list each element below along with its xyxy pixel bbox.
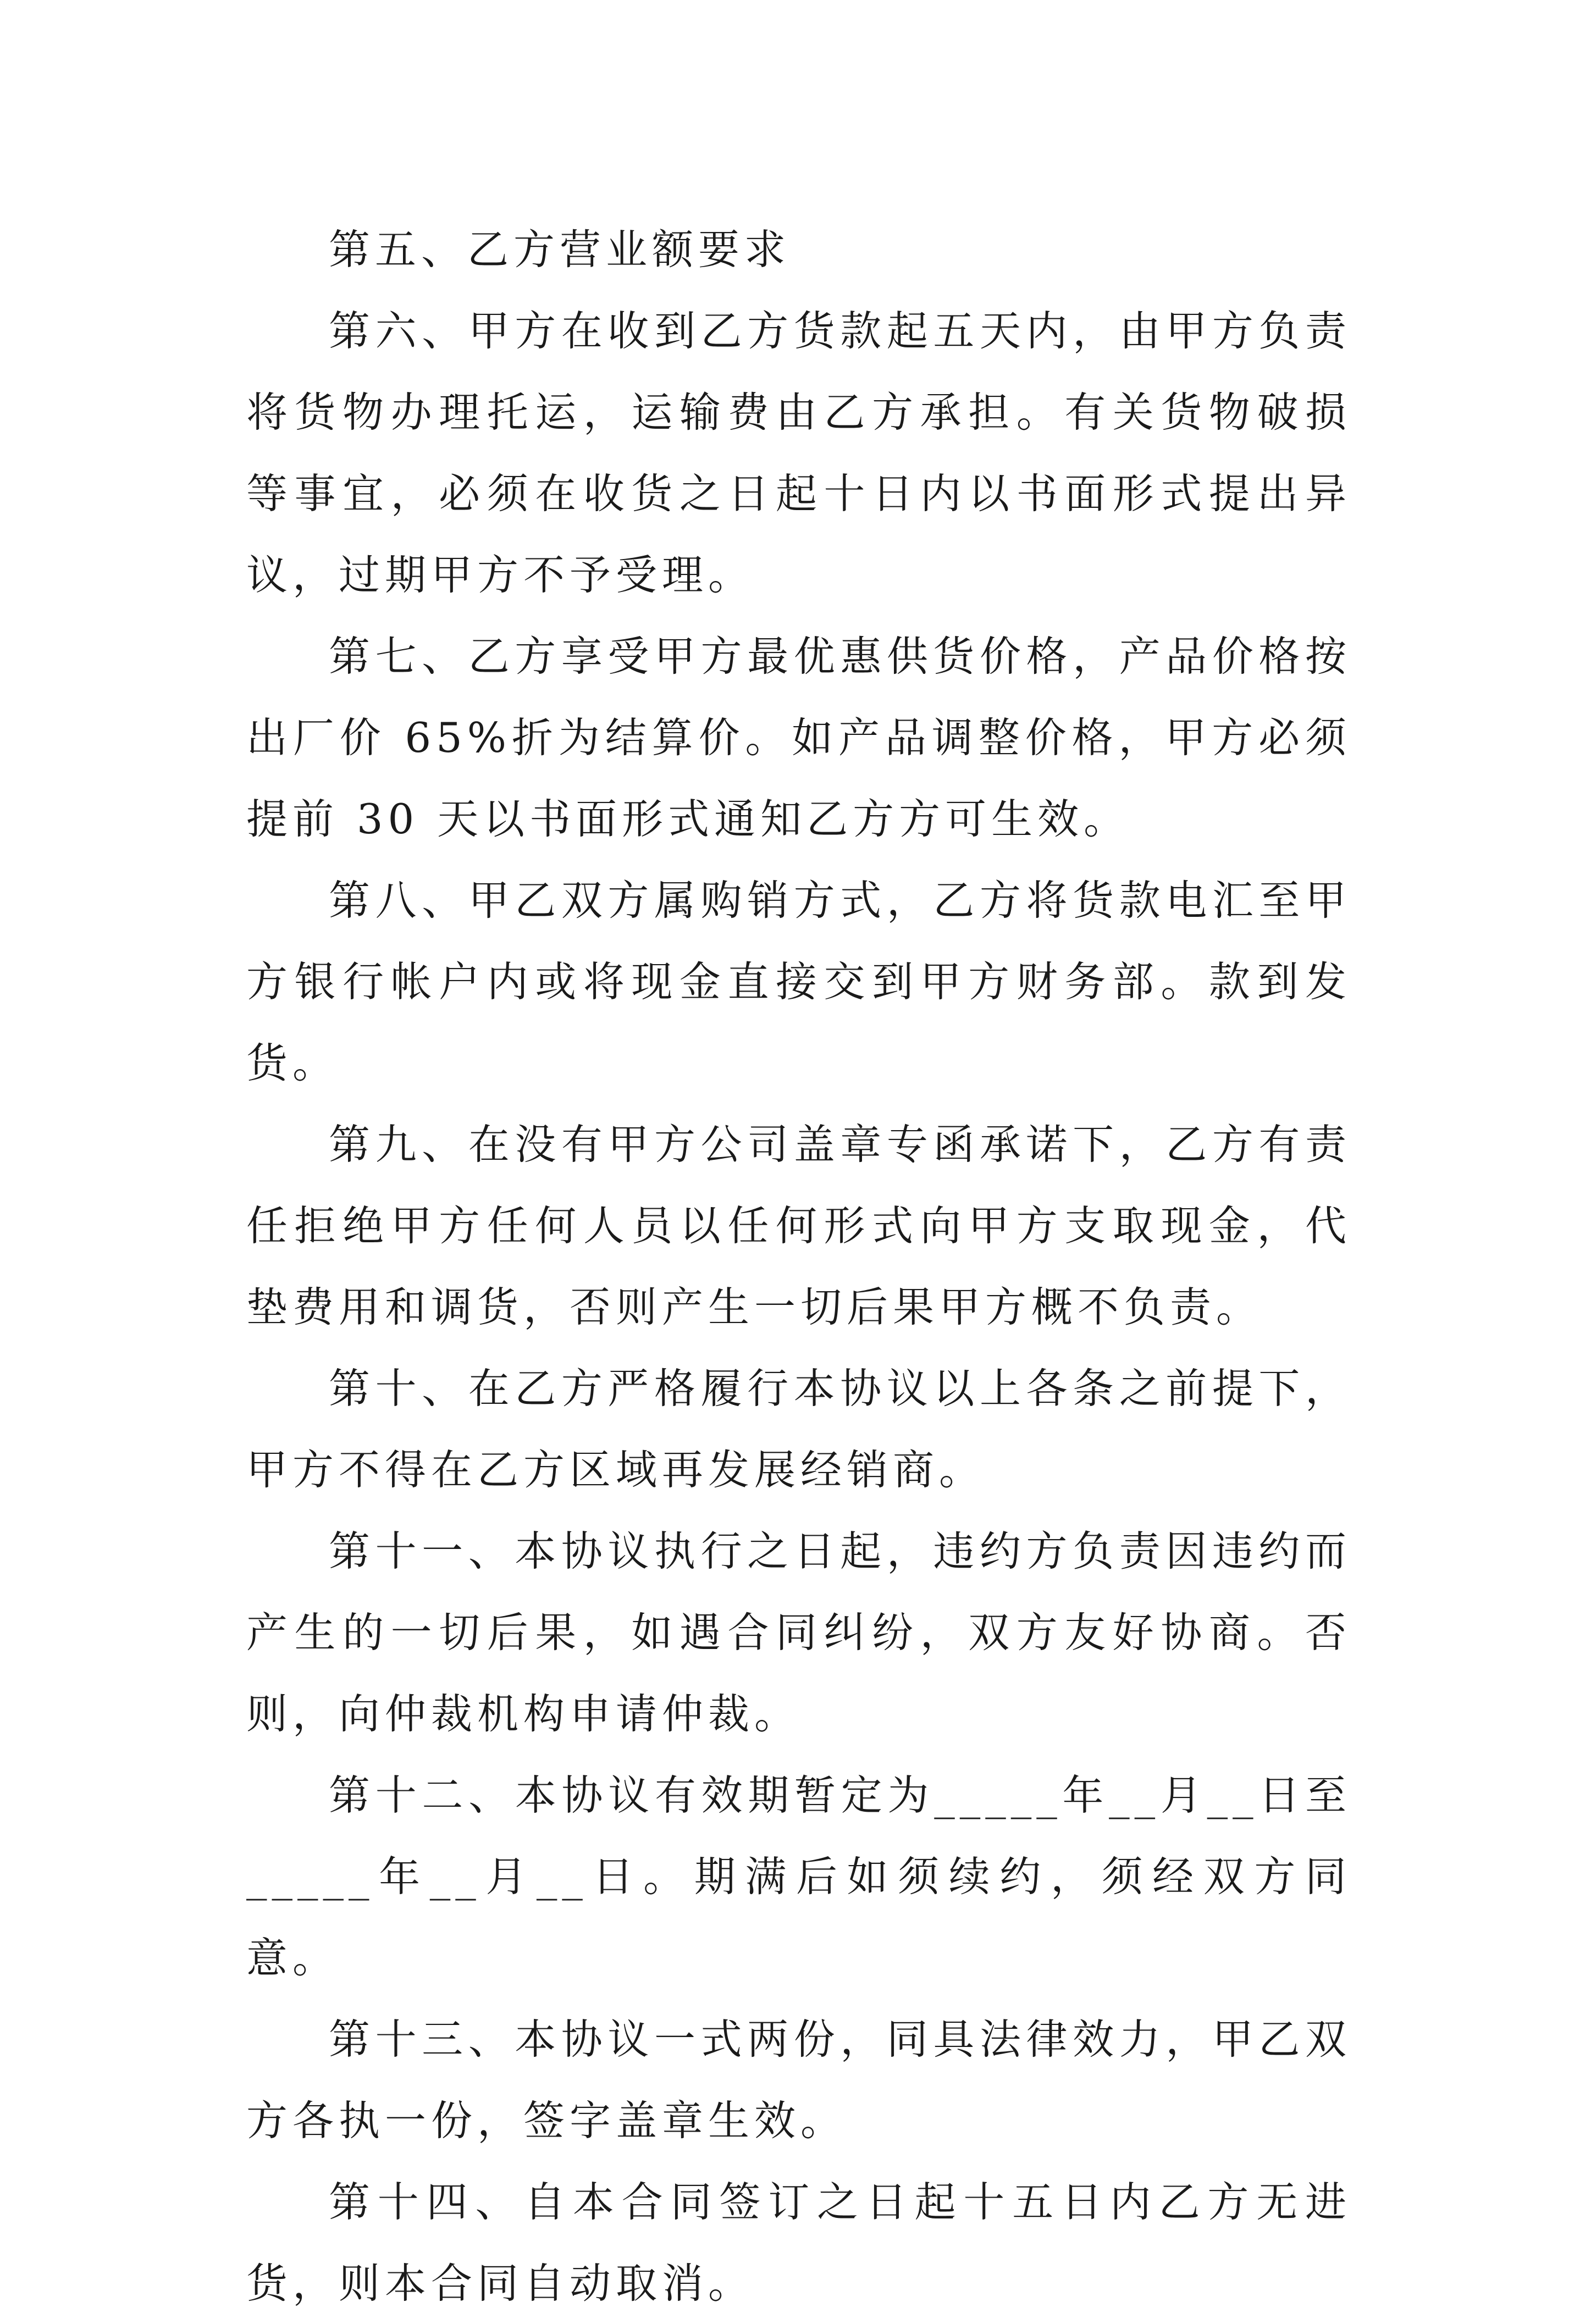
clause-9: 第九、在没有甲方公司盖章专函承诺下，乙方有责任拒绝甲方任何人员以任何形式向甲方支取现金，代垫费用和调货，否则产生一切后果甲方概不负责。 xyxy=(246,1120,1351,1331)
clause-8: 第八、甲乙双方属购销方式，乙方将货款电汇至甲方银行帐户内或将现金直接交到甲方财务部。款到发货。 xyxy=(246,876,1351,1087)
clause-6: 第六、甲方在收到乙方货款起五天内，由甲方负责将货物办理托运，运输费由乙方承担。有关货物破损等事宜，必须在收货之日起十日内以书面形式提出异议，过期甲方不予受理。 xyxy=(246,307,1351,599)
clause-14: 第十四、自本合同签订之日起十五日内乙方无进货，则本合同自动取消。 xyxy=(246,2178,1351,2308)
clause-12: 第十二、本协议有效期暂定为_____年__月__日至_____年__月__日。期满后如须续约，须经双方同意。 xyxy=(246,1771,1351,1982)
clause-7: 第七、乙方享受甲方最优惠供货价格，产品价格按出厂价 65%折为结算价。如产品调整价格，甲方必须提前 30 天以书面形式通知乙方方可生效。 xyxy=(246,632,1351,843)
document-body xyxy=(246,209,1351,2324)
clause-13: 第十三、本协议一式两份，同具法律效力，甲乙双方各执一份，签字盖章生效。 xyxy=(246,2015,1351,2145)
clause-5: 第五、乙方营业额要求 xyxy=(329,225,791,274)
clause-10: 第十、在乙方严格履行本协议以上各条之前提下，甲方不得在乙方区域再发展经销商。 xyxy=(246,1364,1351,1494)
clause-11: 第十一、本协议执行之日起，违约方负责因违约而产生的一切后果，如遇合同纠纷，双方友好协商。否则，向仲裁机构申请仲裁。 xyxy=(246,1527,1351,1738)
